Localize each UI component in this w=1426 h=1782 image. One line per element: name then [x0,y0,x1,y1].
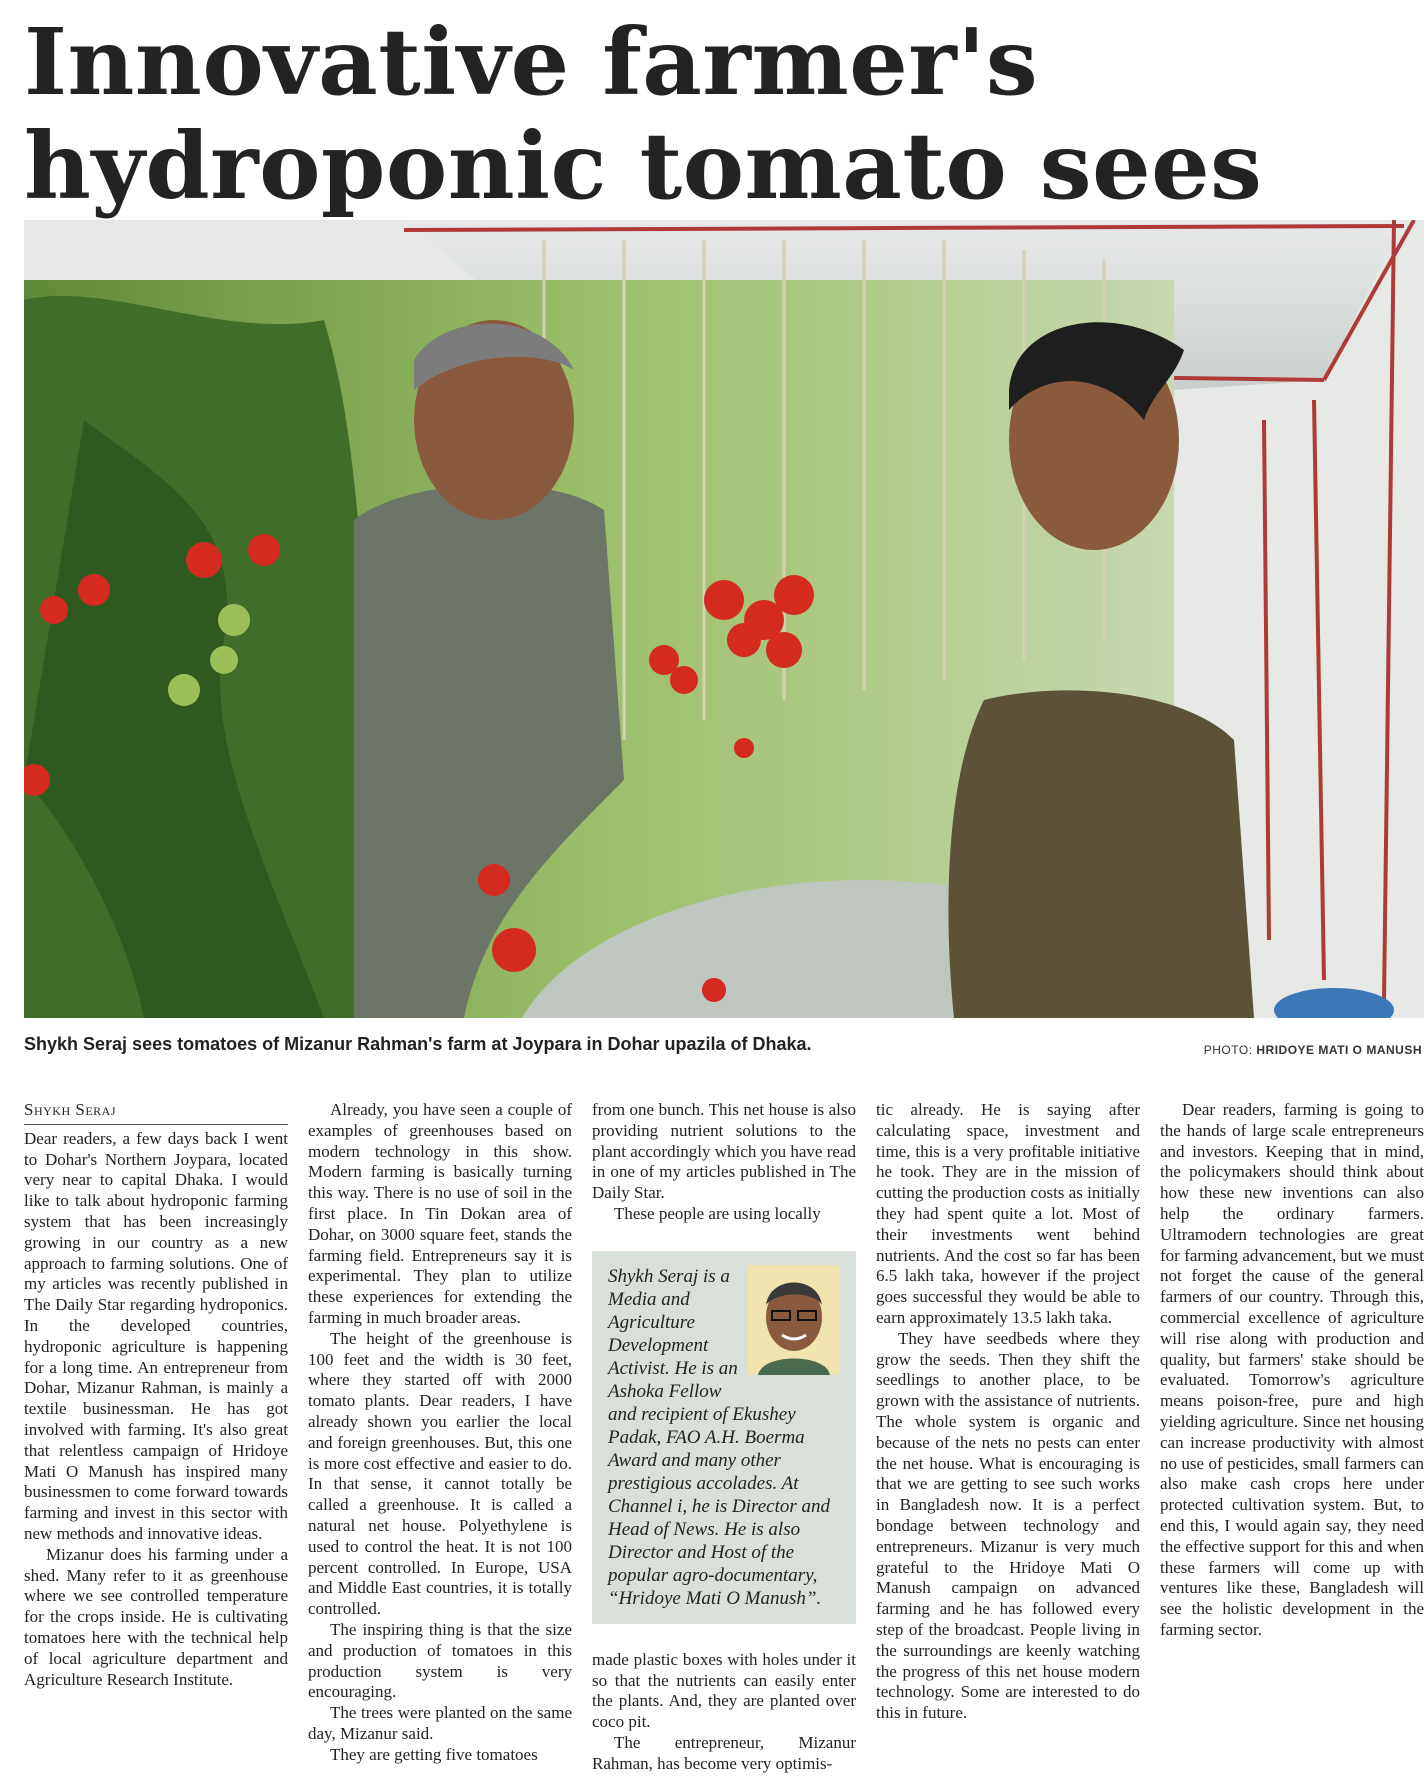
paragraph: Dear readers, farming is going to the hands of large scale entrepreneurs and investors. Keeping that in mind, the policymakers should think about how these new inventions can also help the ordinary farmers. Ultramodern technologies are great for farming advancement, but we must not forget the cause of the general farmers of our country. Through this, commercial excellence of agriculture will rise along with production and quality, but farmers' stake should be evaluated. Tomorrow's agriculture means poison-free, pure and high yielding agriculture. Since net housing can increase productivity with almost no use of pesticides, small farmers can also make cash crops here under protected cultivation system. But, to end this, I would again say, they need the effective support for this and when these farmers will come up with ventures like these, Bangladesh will see the holistic development in the farming sector. [1160,1100,1424,1639]
paragraph: Mizanur does his farming under a shed. Many refer to it as greenhouse where we see controlled temperature for the crops inside. He is cultivating tomatoes here with the technical help of local agriculture department and Agriculture Research Institute. [24,1544,288,1689]
paragraph: The inspiring thing is that the size and production of tomatoes in this production system is very encouraging. [308,1619,572,1702]
headline: Innovative farmer's hydroponic tomato sees [24,8,1263,220]
article-column-3 [592,1100,856,1775]
paragraph: These people are using locally [614,1203,821,1223]
paragraph: made plastic boxes with holes under it so that the nutrients can easily enter the plants. And, they are planted over coco pit. [592,1649,856,1732]
article-column-5 [1160,1100,1424,1641]
paragraph: They have seedbeds where they grow the seeds. Then they shift the seedlings to another place, to be grown with the assistance of nutrients. The whole system is organic and because of the nets no pests can enter the net house. What is encouraging is that we are getting to see such works in Bangladesh now. It is a perfect bondage between technology and entrepreneurs. Mizanur is very much grateful to the Hridoye Mati O Manush campaign on advanced farming and he has followed every step of the broadcast. People living in the surroundings are keenly watching the progress of this net house modern technology. Some are interested to do this in future. [876,1328,1140,1723]
author-photo [748,1265,840,1375]
photo-caption: Shykh Seraj sees tomatoes of Mizanur Rahman's farm at Joypara in Dohar upazila of Dhaka. [24,1034,812,1054]
paragraph: Dear readers, a few days back I went to Dohar's Northern Joypara, located very near to capital Dhaka. I would like to talk about hydroponic farming system that has been increasingly growing in our country as a new approach to farming solutions. One of my articles was recently published in The Daily Star regarding hydroponics. In the developed countries, hydroponic agriculture is happening for a long time. An entrepreneur from Dohar, Mizanur Rahman, is mainly a textile businessman. He has got involved with farming. It's also great that relentless campaign of Hridoye Mati O Manush has inspired many businessmen to come forward towards farming and invest in this sector with new methods and innovative ideas. [24,1128,288,1543]
photo-credit [1204,1043,1422,1057]
lead-photo [24,220,1424,1018]
article-column-4 [876,1100,1140,1724]
paragraph: The height of the greenhouse is 100 feet and the width is 30 feet, where they started off with 2000 tomato plants. Dear readers, I have already shown you earlier the local and foreign greenhouses. But, this one is more cost effective and easier to do. In that sense, it cannot totally be called a greenhouse. It is called a natural net house. Polyethylene is used to control the heat. It is not 100 percent controlled. In Europe, USA and Middle East countries, it is totally controlled. [308,1328,572,1619]
photo-credit-label: PHOTO: [1203,1043,1257,1057]
paragraph: tic already. He is saying after calculating space, investment and time, this is a very profitable initiative he took. They are in the mission of cutting the production costs as initially they had spent quite a lot. Most of their investments went behind nutrients. And the cost so far has been 6.5 lakh taka, however if the project goes successful they would be able to earn approximately 13.5 lakh taka. [876,1100,1140,1327]
paragraph: They are getting five tomatoes [330,1744,538,1764]
article-column-2 [308,1100,572,1766]
byline: Shykh Seraj [24,1100,288,1125]
greenhouse-photo [24,220,1424,1018]
article-column-1 [24,1100,288,1690]
paragraph: from one bunch. This net house is also providing nutrient solutions to the plant accordingly which you have read in one of my articles published in The Daily Star. [592,1100,856,1203]
paragraph: The trees were planted on the same day, Mizanur said. [308,1703,572,1743]
author-bio-box [592,1251,856,1624]
paragraph: The entrepreneur, Mizanur Rahman, has become very optimis- [592,1732,856,1773]
paragraph: Already, you have seen a couple of examples of greenhouses based on modern technology in this show. Modern farming is basically turning this way. There is no use of soil in the first place. In Tin Dokan area of Dohar, on 3000 square feet, stands the farming field. Entrepreneurs say it is experimental. They plan to utilize these experiences for extending the farming in much broader areas. [308,1100,572,1327]
photo-credit-name: HRIDOYE MATI O MANUSH [1256,1043,1422,1057]
author-bio-text: Shykh Seraj is a Media and Agriculture Development Activist. He is an Ashoka Fellow and recipient of Ekushey Padak, FAO A.H. Boerma Award and many other prestigious accolades. At Channel i, he is Director and Head of News. He is also Director and Host of the popular agro-documentary, “Hridoye Mati O Manush”. [608,1265,830,1609]
